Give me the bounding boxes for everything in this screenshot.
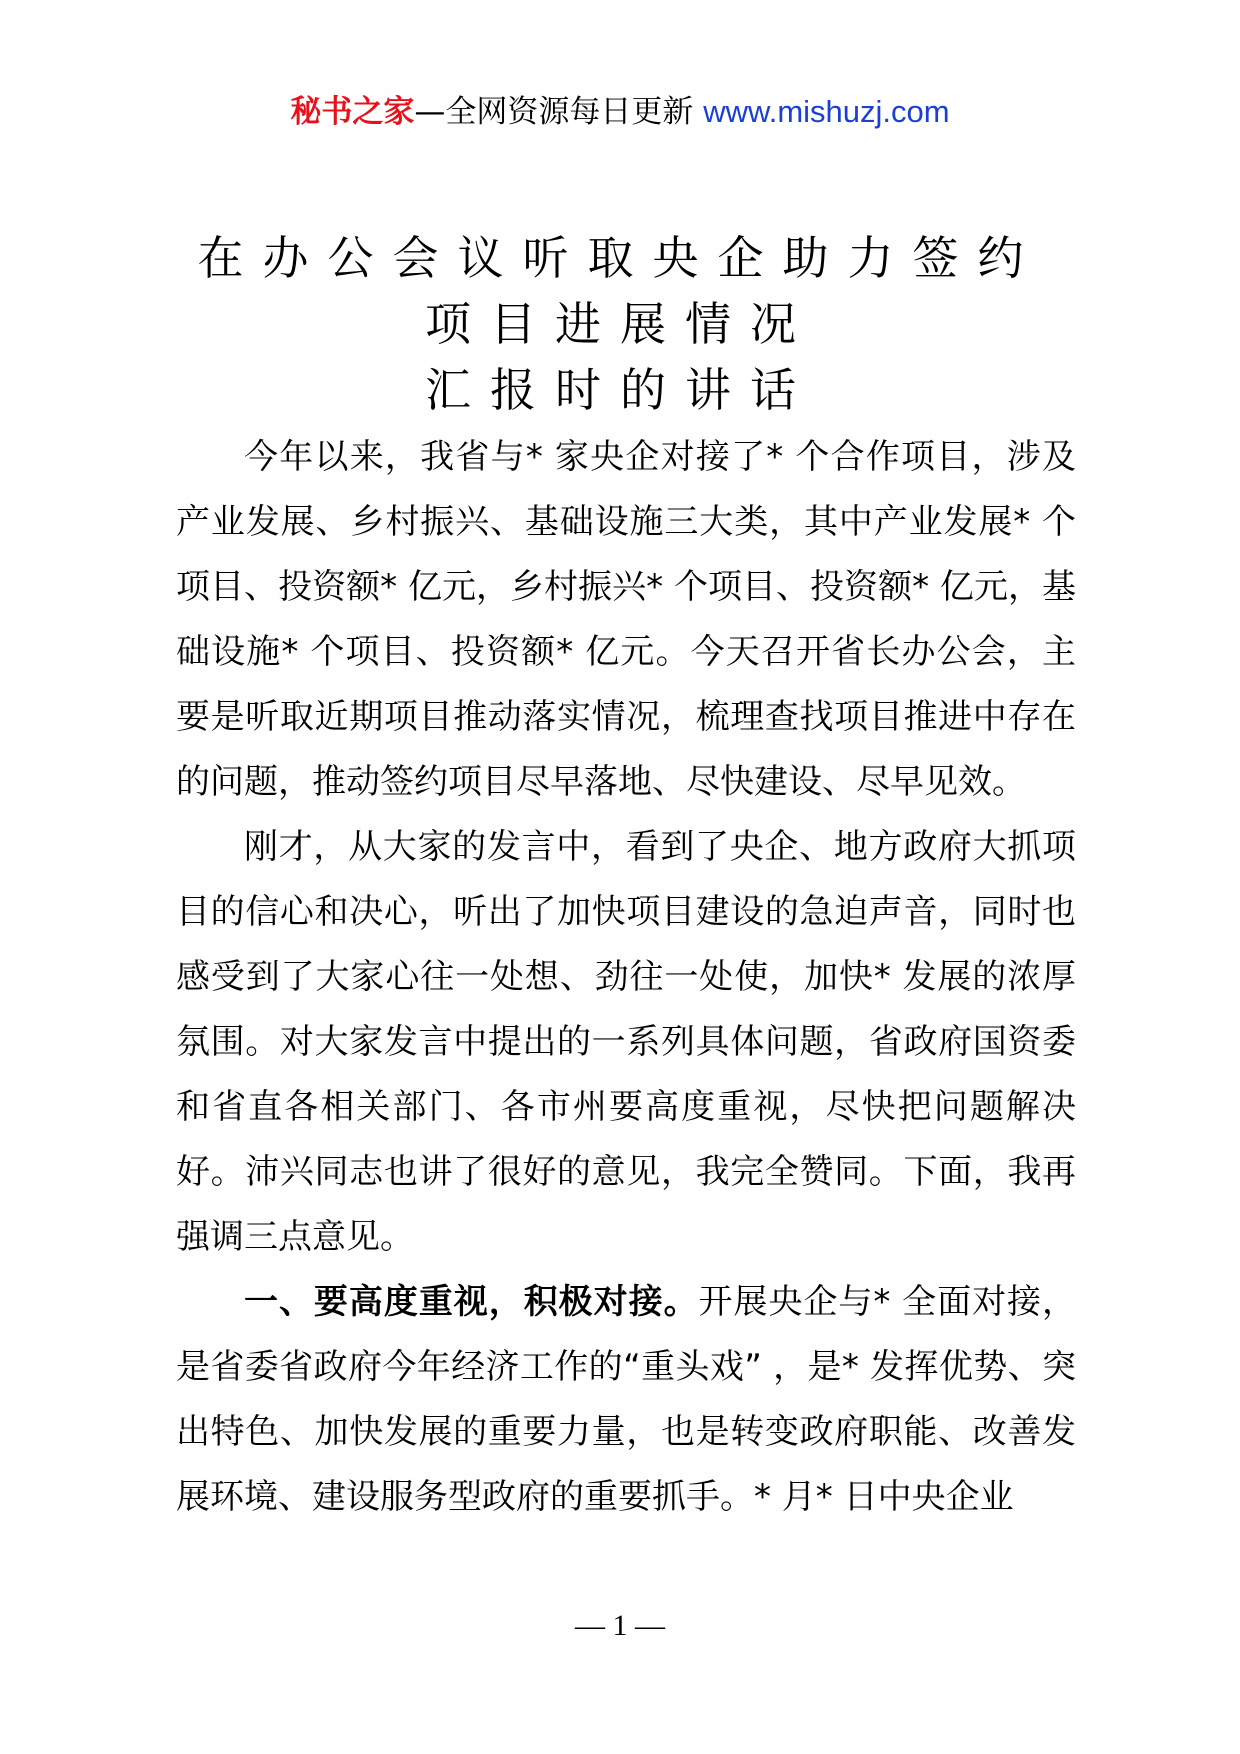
paragraph-1: 今年以来，我省与* 家央企对接了* 个合作项目，涉及产业发展、乡村振兴、基础设施三大类，其中产业发展* 个项目、投资额* 亿元，乡村振兴* 个项目、投资额* 亿元，基础设施* 个项目、投资额* 亿元。今天召开省长办公会，主要是听取近期项目推动落实情况，梳理查找项目推进中存在的问题，推动签约项目尽早落地、尽快建设、尽早见效。 (176, 437, 1076, 802)
paragraph-3-text: 开展央企与* 全面对接，是省委省政府今年经济工作的“重头戏” ，是* 发挥优势、突出特色、加快发展的重要力量，也是转变政府职能、改善发展环境、建设服务型政府的重要抓手。* 月* 日中央企业 (176, 1282, 1077, 1517)
site-url-link[interactable]: www.mishuzj.com (703, 94, 950, 129)
document-title (0, 225, 1240, 423)
document-body (176, 425, 1076, 1530)
title-line-3: 汇报时的讲话 (425, 363, 815, 417)
section-heading-1: 一、要高度重视，积极对接。 (244, 1282, 699, 1322)
paragraph-3 (176, 1270, 1076, 1530)
page-number: — 1 — (575, 1609, 665, 1642)
title-line-2: 项目进展情况 (425, 297, 815, 351)
site-brand: 秘书之家 (290, 94, 415, 130)
site-tagline: —全网资源每日更新 (414, 94, 694, 130)
title-line-1: 在办公会议听取央企助力签约 (197, 231, 1043, 285)
paragraph-2: 刚才，从大家的发言中，看到了央企、地方政府大抓项目的信心和决心，听出了加快项目建设的急迫声音，同时也感受到了大家心往一处想、劲往一处使，加快* 发展的浓厚氛围。对大家发言中提出的一系列具体问题，省政府国资委和省直各相关部门、各市州要高度重视，尽快把问题解决好。沛兴同志也讲了很好的意见，我完全赞同。下面，我再强调三点意见。 (176, 827, 1076, 1257)
site-header (0, 92, 1240, 132)
